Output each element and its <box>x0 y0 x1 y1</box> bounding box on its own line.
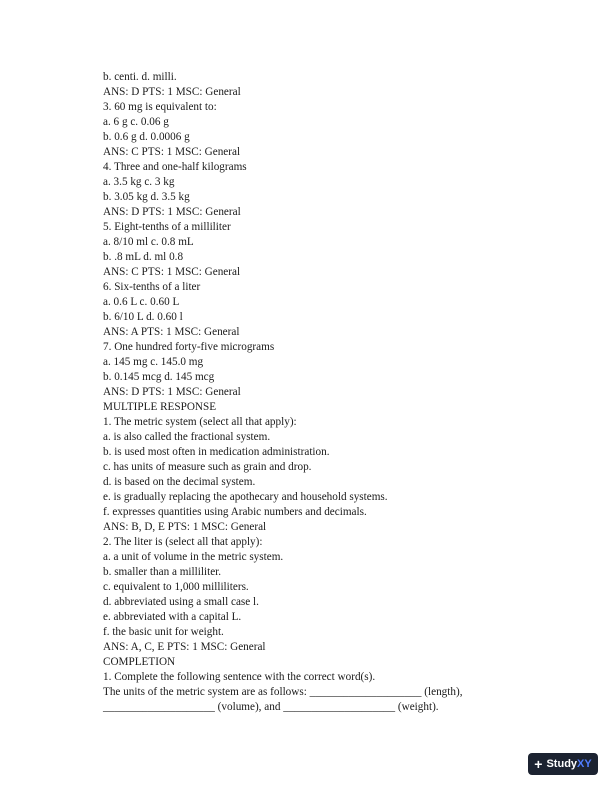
text-line: 2. The liter is (select all that apply): <box>103 536 263 548</box>
text-line: b. centi. d. milli. <box>103 71 177 83</box>
text-line: f. expresses quantities using Arabic numbers and decimals. <box>103 506 367 518</box>
text-line: b. is used most often in medication administration. <box>103 446 330 458</box>
text-line: d. is based on the decimal system. <box>103 476 256 488</box>
text-line: ANS: C PTS: 1 MSC: General <box>103 146 241 158</box>
text-line: a. 0.6 L c. 0.60 L <box>103 296 180 308</box>
text-line: e. abbreviated with a capital L. <box>103 611 242 623</box>
studyxy-watermark-badge[interactable] <box>528 753 598 775</box>
text-line: The units of the metric system are as follows: ____________________ (length), <box>103 686 463 698</box>
text-line: 1. Complete the following sentence with the correct word(s). <box>103 671 376 683</box>
text-line: ANS: D PTS: 1 MSC: General <box>103 386 241 398</box>
text-line: ANS: A PTS: 1 MSC: General <box>103 326 240 338</box>
text-line: a. 6 g c. 0.06 g <box>103 116 169 128</box>
text-line: a. is also called the fractional system. <box>103 431 271 443</box>
text-line: b. .8 mL d. ml 0.8 <box>103 251 184 263</box>
watermark-text <box>546 758 591 770</box>
text-line: a. 8/10 ml c. 0.8 mL <box>103 236 194 248</box>
text-line: 3. 60 mg is equivalent to: <box>103 101 217 113</box>
text-line: c. equivalent to 1,000 milliliters. <box>103 581 249 593</box>
plus-icon: + <box>534 756 543 772</box>
text-line: b. 3.05 kg d. 3.5 kg <box>103 191 190 203</box>
watermark-study: Study <box>546 758 578 770</box>
text-line: 1. The metric system (select all that apply): <box>103 416 297 428</box>
text-line: 7. One hundred forty-five micrograms <box>103 341 275 353</box>
watermark-xy: XY <box>577 758 592 770</box>
text-line: e. is gradually replacing the apothecary and household systems. <box>103 491 388 503</box>
section-heading: COMPLETION <box>103 656 176 668</box>
text-line: c. has units of measure such as grain and drop. <box>103 461 312 473</box>
text-line: b. smaller than a milliliter. <box>103 566 222 578</box>
text-line: a. a unit of volume in the metric system. <box>103 551 284 563</box>
text-line: b. 0.6 g d. 0.0006 g <box>103 131 190 143</box>
text-line: ANS: D PTS: 1 MSC: General <box>103 206 241 218</box>
section-heading: MULTIPLE RESPONSE <box>103 401 217 413</box>
text-line: 6. Six-tenths of a liter <box>103 281 201 293</box>
text-line: ANS: D PTS: 1 MSC: General <box>103 86 241 98</box>
text-line: 4. Three and one-half kilograms <box>103 161 247 173</box>
text-line: ANS: B, D, E PTS: 1 MSC: General <box>103 521 267 533</box>
text-line: b. 6/10 L d. 0.60 l <box>103 311 183 323</box>
text-line: d. abbreviated using a small case l. <box>103 596 259 608</box>
text-line: a. 3.5 kg c. 3 kg <box>103 176 175 188</box>
text-line: ____________________ (volume), and ____________________ (weight). <box>103 701 439 713</box>
text-line: f. the basic unit for weight. <box>103 626 224 638</box>
document-body <box>103 70 543 715</box>
text-line: ANS: C PTS: 1 MSC: General <box>103 266 241 278</box>
text-line: a. 145 mg c. 145.0 mg <box>103 356 204 368</box>
text-line: ANS: A, C, E PTS: 1 MSC: General <box>103 641 266 653</box>
text-line: 5. Eight-tenths of a milliliter <box>103 221 231 233</box>
text-line: b. 0.145 mcg d. 145 mcg <box>103 371 215 383</box>
